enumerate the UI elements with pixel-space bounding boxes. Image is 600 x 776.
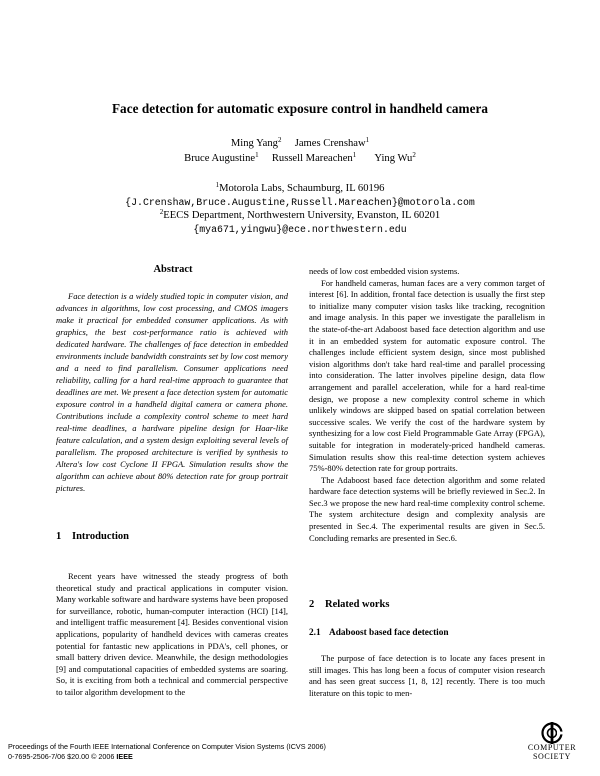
page-footer	[8, 742, 428, 762]
logo-line-2: SOCIETY	[533, 751, 571, 761]
paper-title: Face detection for automatic exposure control in handheld camera	[111, 101, 489, 116]
author-name: Russell Mareachen	[271, 153, 353, 164]
author-sup: 2	[277, 136, 282, 144]
author-sup: 1	[365, 136, 370, 144]
paragraph: Recent years have witnessed the steady progress of both theoretical study and practical applications in computer vision. Many workable software and hardware systems have been proposed for surveillance, robotic, human-computer interaction (HCI) [14], and intelligent traffic measurement [4]. Besides conventional vision applications, popularity of handheld devices with cameras creates potential for fantastic new applications in PDA's, cell phones, or small battery driven device. Meanwhile, the design methodologies [9] and computational capacities of embedded systems are soaring. So, it is exciting from both a technical and commercial perspective to tailor algorithm development to the	[56, 571, 288, 697]
section-heading-introduction	[56, 531, 129, 542]
subsection-number: 2.1	[309, 628, 321, 638]
paragraph: For handheld cameras, human faces are a very common target of interest [6]. In addition, frontal face detection is usually the first step to initialize many computer vision tasks like tracking, recognition and image analysis. In this paper we investigate the parallelism in the state-of-the-art Adaboost based face detection algorithm and use it in an embedded system for automatic exposure control. The challenges include efficient system design, since most published vision algorithms don't take hard real-time and parallel processing into consideration. The latter involves pipeline design, data flow arrangement and parallel acceleration, while for a hard real-time design, we propose a new complexity control scheme in which unlikely windows are skipped based on spatial correlation between successive scales. We verify the cost of the hardware system by synthesizing for a low cost Field Programmable Gate Array (FPGA), suitable for integration in moderately-priced handheld cameras. Simulation results show this real-time detection system achieves 75%-80% detection rate for group portraits.	[309, 277, 545, 474]
paragraph: The purpose of face detection is to locate any faces present in still images. This has long been a focus of computer vision research and has seen great success [1, 8, 12] recently. There is too much literature on this topic to men-	[309, 653, 545, 698]
author-sup: 1	[352, 151, 357, 159]
logo-line-1: COMPUTER	[527, 743, 577, 752]
adaboost-body	[309, 653, 545, 699]
subsection-heading-adaboost	[309, 628, 449, 638]
abstract-text: Face detection is a widely studied topic in computer vision, and advances in algorithms, low cost processing, and CMOS imagers make it practical for embedded consumer applications. As with graphics, the best cost-performance ratio is achieved with dedicated hardware. The challenges of face detection in embedded environments include bandwidth constraints set by low cost memory and a need to find parallelism. Consumer applications need reliability, calling for a hard real-time approach to guarantee that deadlines are met. We present a face detection system for automatic exposure control in a handheld digital camera or camera phone. Contributions include a complexity control scheme to meet hard real-time deadlines, a hardware pipeline design for Haar-like feature calculation, and a system design exploiting several levels of parallelism. The proposed architecture is verified by synthesis to Altera's low cost Cyclone II FPGA. Simulation results show the algorithm can achieve about 80% detection rate for group portrait pictures.	[56, 291, 288, 493]
footer-isbn: 0-7695-2506-7/06 $20.00 © 2006	[8, 752, 115, 761]
author-line-2	[0, 153, 600, 164]
author-sup: 1	[255, 151, 259, 159]
right-column-body	[309, 266, 545, 544]
section-title: Related works	[325, 599, 390, 610]
author-name: Ying Wu	[374, 153, 413, 164]
author-name: James Crenshaw	[294, 138, 366, 149]
affiliation-2-email	[0, 223, 600, 236]
introduction-body	[56, 571, 288, 699]
affiliation-2	[0, 209, 600, 222]
section-heading-related-works	[309, 599, 389, 610]
paragraph: The Adaboost based face detection algorithm and some related hardware face detection systems will be briefly reviewed in Sec.2. In Sec.3 we propose the new hard real-time complexity control scheme. The system architecture design and complexity analysis are presented in Sec.4. The experimental results are given in Sec.5. Concluding remarks are presented in Sec.6.	[309, 474, 545, 543]
computer-society-logo	[518, 722, 586, 772]
paragraph: needs of low cost embedded vision systems.	[309, 266, 460, 276]
email-address: {mya671,yingwu}@ece.northwestern.edu	[193, 224, 407, 235]
section-title: Introduction	[72, 531, 129, 542]
footer-proceedings: Proceedings of the Fourth IEEE International Conference on Computer Vision Systems (ICVS 2006)	[8, 742, 326, 751]
email-address: {J.Crenshaw,Bruce.Augustine,Russell.Mareachen}@motorola.com	[125, 197, 475, 208]
abstract-heading: Abstract	[153, 264, 193, 275]
footer-ieee: IEEE	[116, 752, 133, 761]
affiliation-name: EECS Department, Northwestern University, Evanston, IL 60201	[163, 210, 441, 221]
author-sup: 2	[412, 151, 416, 159]
subsection-title: Adaboost based face detection	[329, 628, 449, 638]
author-line-1	[0, 138, 600, 149]
author-name: Bruce Augustine	[184, 153, 256, 164]
author-name: Ming Yang	[230, 138, 278, 149]
computer-society-emblem-icon	[539, 722, 565, 744]
section-number: 1	[56, 531, 62, 542]
affiliation-sup: 1	[215, 181, 220, 189]
affiliation-name: Motorola Labs, Schaumburg, IL 60196	[219, 183, 385, 194]
affiliation-1	[0, 182, 600, 195]
footer-copyright-line	[8, 752, 428, 762]
affiliation-1-email	[0, 196, 600, 209]
affiliation-sup: 2	[159, 208, 164, 216]
section-number: 2	[309, 599, 315, 610]
